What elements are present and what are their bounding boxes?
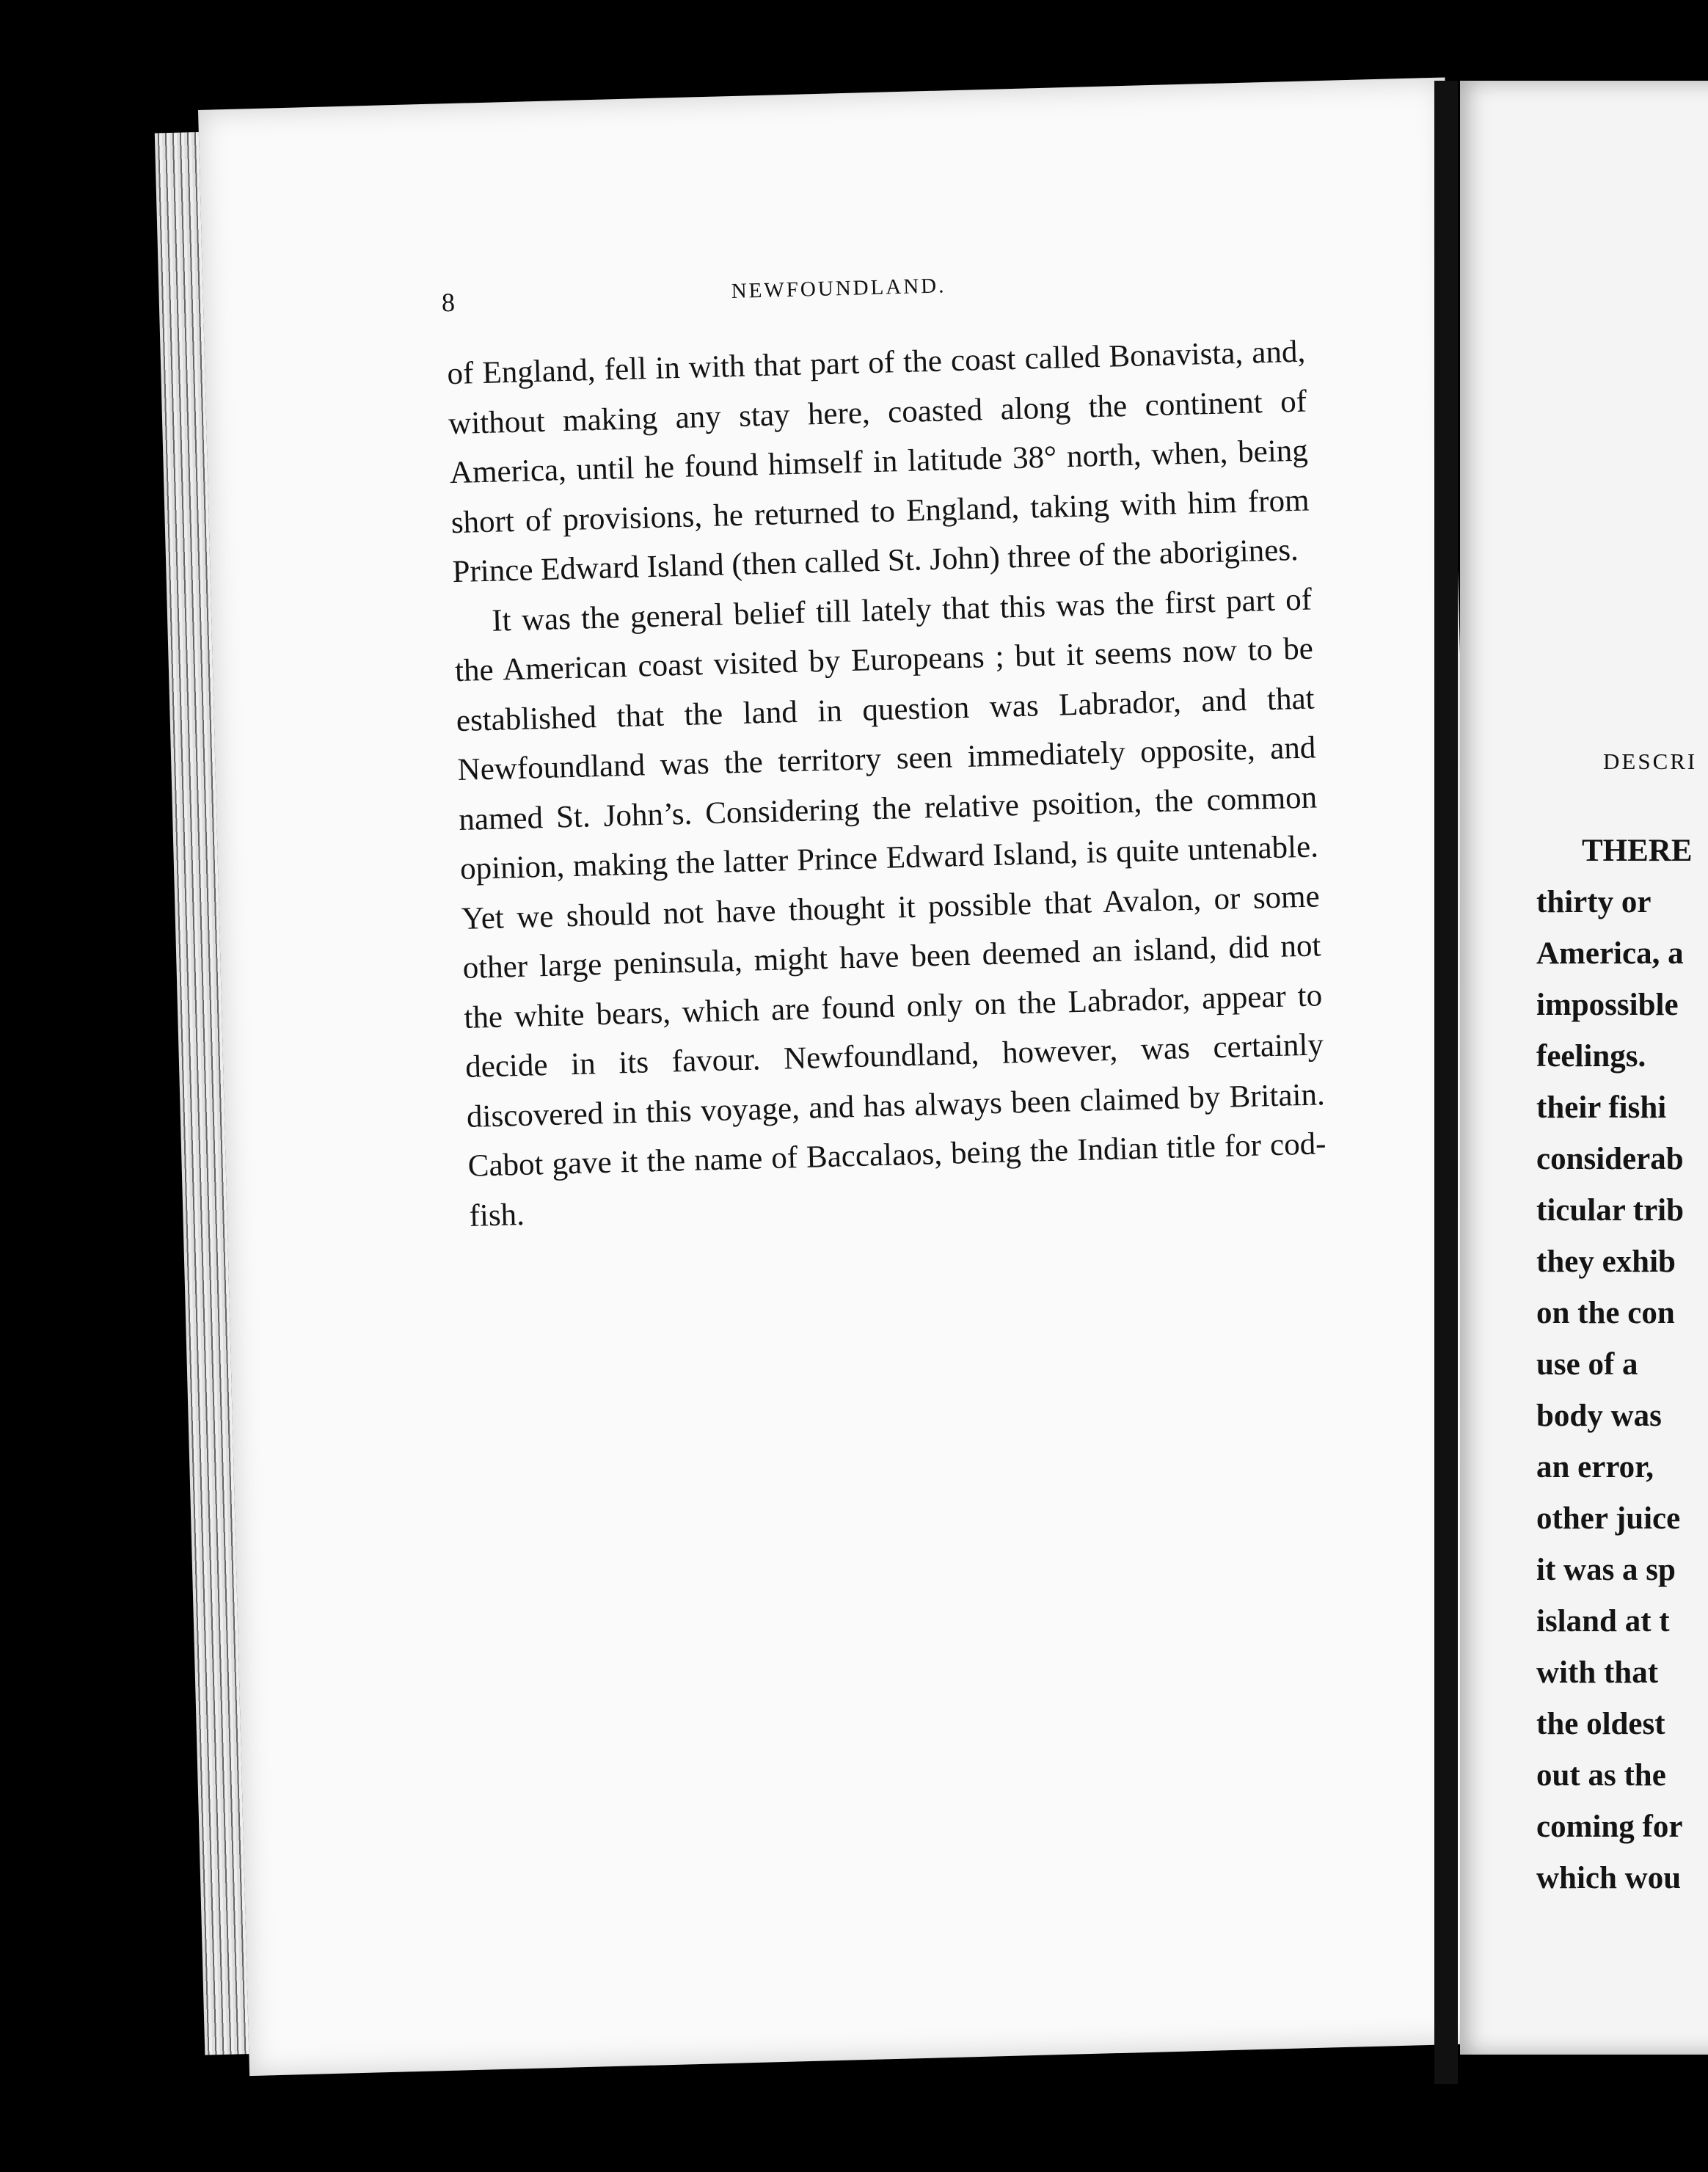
right-page-line: impossible	[1536, 988, 1679, 1022]
right-page-line: feelings.	[1536, 1039, 1646, 1074]
right-page-line: America, a	[1536, 936, 1684, 971]
paragraph-1: of England, fell in with that part of the coast called Bonavista, and, without making any stay here, coasted along the continent of America, until he found himself in latitude 38° north, when, being short of provisions, he returned to England, taking with him from Prince Edward Island (then called St. John) three of the aborigines.	[446, 334, 1310, 590]
right-page-text	[1536, 826, 1693, 1904]
running-head: NEWFOUNDLAND.	[731, 274, 946, 304]
right-page-line: an error,	[1536, 1450, 1654, 1484]
right-page-line: which wou	[1536, 1861, 1682, 1895]
right-page-line: the oldest	[1536, 1707, 1665, 1741]
right-running-head: DESCRI	[1603, 748, 1698, 774]
paragraph-2: It was the general belief till lately that this was the first part of the American coast visited by Europeans ; but it seems now to be established that the land in question was Labrador, and that Newfoundland was the territory seen immediately opposite, and named St. John’s. Considering the relative psoition, the common opinion, making the latter Prince Edward Island, is quite untenable. Yet we should not have thought it possible that Avalon, or some other large peninsula, might have been deemed an island, did not the white bears, which are found only on the Labrador, appear to decide in its favour. Newfoundland, however, was certainly discovered in this voyage, and has always been claimed by Britain. Cabot gave it the name of Baccalaos, being the Indian title for cod-fish.	[454, 582, 1327, 1233]
page-number: 8	[441, 287, 456, 318]
right-page-line: they exhib	[1536, 1244, 1676, 1279]
right-page-line: it was a sp	[1536, 1553, 1676, 1587]
book-gutter	[1434, 81, 1458, 2084]
right-page-line: ticular trib	[1536, 1193, 1685, 1228]
right-page-line: their fishi	[1536, 1090, 1667, 1125]
right-page-line: thirty or	[1536, 885, 1652, 919]
right-page-line: coming for	[1536, 1810, 1683, 1844]
right-page-line: use of a	[1536, 1347, 1638, 1382]
right-page-line: with that	[1536, 1655, 1659, 1690]
page-body	[447, 327, 1328, 1241]
left-page	[198, 77, 1497, 2076]
right-page-line: body was	[1536, 1399, 1662, 1433]
right-page-line: THERE	[1582, 834, 1693, 868]
right-page	[1460, 81, 1708, 2055]
right-page-line: on the con	[1536, 1296, 1675, 1330]
right-page-line: out as the	[1536, 1758, 1666, 1793]
right-page-line: island at t	[1536, 1604, 1670, 1639]
right-page-line: considerab	[1536, 1142, 1684, 1176]
right-page-line: other juice	[1536, 1501, 1681, 1536]
